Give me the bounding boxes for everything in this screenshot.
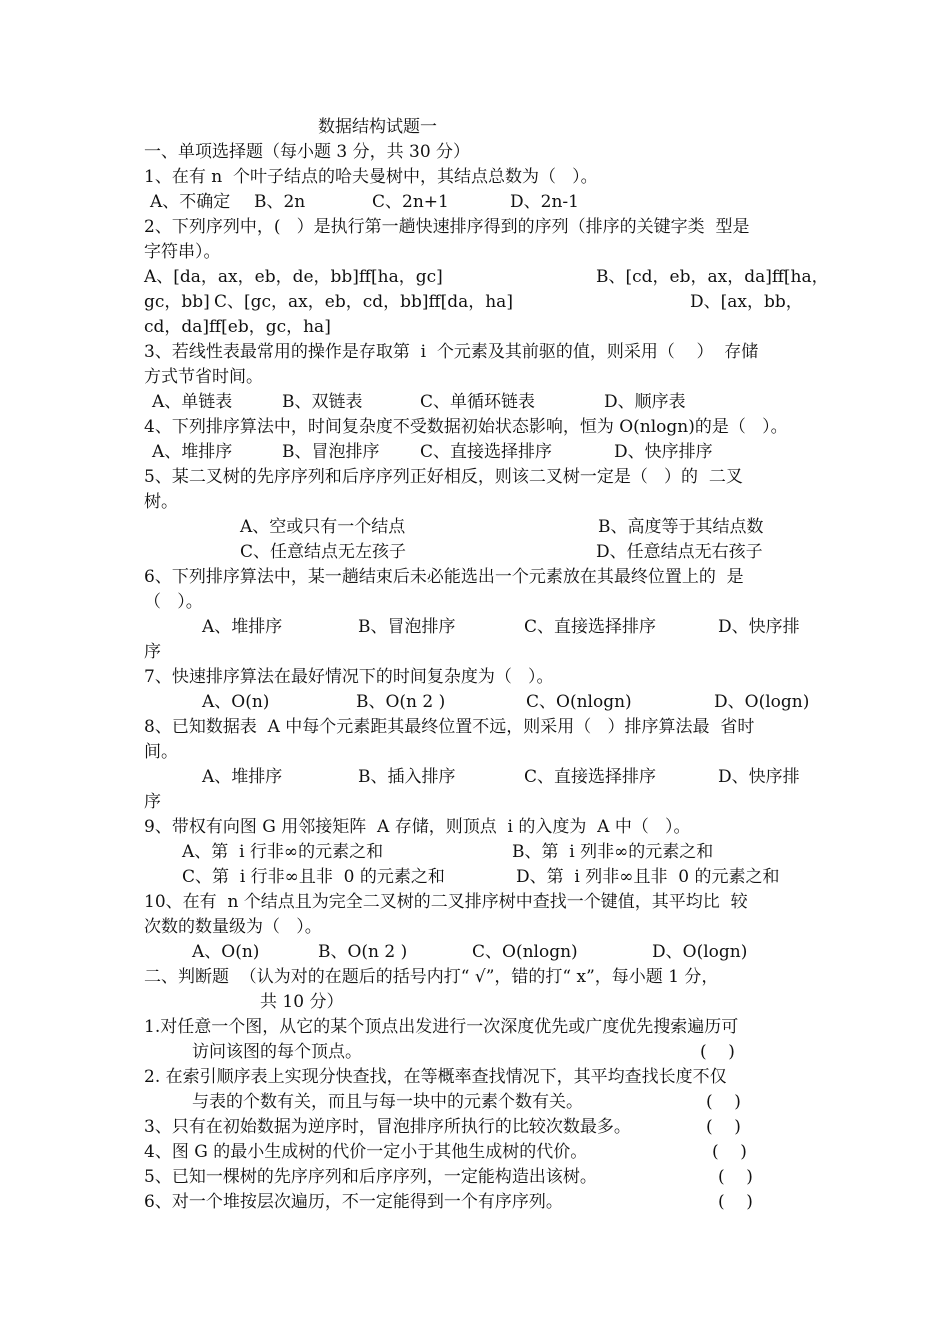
section-heading-continued: 共 10 分） xyxy=(260,992,344,1012)
question-stem: 7、快速排序算法在最好情况下的时间复杂度为（ ）。 xyxy=(144,667,554,687)
option-c: C、任意结点无左孩子 xyxy=(240,542,407,562)
section-heading: 二、判断题 （认为对的在题后的括号内打“ √”，错的打“ x”，每小题 1 分， xyxy=(144,967,719,987)
option-d: D、快序排 xyxy=(718,617,800,637)
judgment-item: 3、只有在初始数据为逆序时，冒泡排序所执行的比较次数最多。 xyxy=(144,1117,631,1137)
option-b: B、冒泡排序 xyxy=(358,617,456,637)
answer-parentheses[interactable]: ( ) xyxy=(700,1042,735,1062)
question-stem: 10、在有 n 个结点且为完全二叉树的二叉排序树中查找一个键值，其平均比 较 xyxy=(144,892,748,912)
option-a: A、[da，ax，eb，de，bb]ff[ha，gc] xyxy=(144,267,443,287)
judgment-item: 1.对任意一个图，从它的某个顶点出发进行一次深度优先或广度优先搜索遍历可 xyxy=(144,1017,739,1037)
question-stem-continued: 树。 xyxy=(144,492,178,512)
option-a: A、空或只有一个结点 xyxy=(240,517,406,537)
question-stem: 1、在有 n 个叶子结点的哈夫曼树中，其结点总数为（ ）。 xyxy=(144,167,598,187)
question-stem-continued: 字符串）。 xyxy=(144,242,221,262)
option-d: D、O(logn) xyxy=(652,942,748,962)
option-b: B、高度等于其结点数 xyxy=(598,517,764,537)
question-stem: 2、下列序列中，( ）是执行第一趟快速排序得到的序列（排序的关键字类 型是 xyxy=(144,217,750,237)
option-d-continued: 序 xyxy=(144,792,161,812)
option-a: A、O(n) xyxy=(192,942,260,962)
option-c: C、单循环链表 xyxy=(420,392,536,412)
option-b: B、[cd，eb，ax，da]ff[ha， xyxy=(596,267,829,287)
page-title: 数据结构试题一 xyxy=(318,117,437,137)
option-c: C、2n+1 xyxy=(372,192,449,212)
option-d-continued: 序 xyxy=(144,642,161,662)
option-a: A、O(n) xyxy=(202,692,270,712)
option-d: D、任意结点无右孩子 xyxy=(596,542,763,562)
judgment-item: 4、图 G 的最小生成树的代价一定小于其他生成树的代价。 xyxy=(144,1142,588,1162)
answer-parentheses[interactable]: ( ) xyxy=(718,1167,753,1187)
option-d: D、[ax，bb， xyxy=(690,292,803,312)
option-a: A、不确定 xyxy=(150,192,231,212)
option-c: C、O(nlogn) xyxy=(472,942,578,962)
answer-parentheses[interactable]: ( ) xyxy=(706,1092,741,1112)
question-stem: 4、下列排序算法中，时间复杂度不受数据初始状态影响，恒为 O(nlogn)的是（ ）。 xyxy=(144,417,788,437)
question-stem: 8、已知数据表 A 中每个元素距其最终位置不远，则采用（ ）排序算法最 省时 xyxy=(144,717,755,737)
option-c: C、O(nlogn) xyxy=(526,692,632,712)
option-d: D、第 i 列非∞且非 0 的元素之和 xyxy=(516,867,780,887)
question-stem: 9、带权有向图 G 用邻接矩阵 A 存储，则顶点 i 的入度为 A 中（ ）。 xyxy=(144,817,691,837)
option-d: D、快序排序 xyxy=(614,442,713,462)
answer-parentheses[interactable]: ( ) xyxy=(718,1192,753,1212)
option-d: D、2n-1 xyxy=(510,192,579,212)
option-c: C、直接选择排序 xyxy=(420,442,553,462)
question-stem-continued: （ ）。 xyxy=(144,592,203,612)
option-b: B、第 i 列非∞的元素之和 xyxy=(512,842,714,862)
option-c: C、第 i 行非∞且非 0 的元素之和 xyxy=(182,867,445,887)
judgment-item: 2. 在索引顺序表上实现分快查找，在等概率查找情况下，其平均查找长度不仅 xyxy=(144,1067,727,1087)
question-stem: 6、下列排序算法中，某一趟结束后未必能选出一个元素放在其最终位置上的 是 xyxy=(144,567,744,587)
option-b: B、O(n 2 ) xyxy=(318,942,408,962)
question-stem-continued: 间。 xyxy=(144,742,178,762)
option-b: B、冒泡排序 xyxy=(282,442,380,462)
option-d: D、O(logn) xyxy=(714,692,810,712)
option-c: C、直接选择排序 xyxy=(524,767,657,787)
option-b: B、O(n 2 ) xyxy=(356,692,446,712)
option-d: D、快序排 xyxy=(718,767,800,787)
answer-parentheses[interactable]: ( ) xyxy=(706,1117,741,1137)
option-b-continued: gc，bb] xyxy=(144,292,210,312)
option-d-continued: cd，da]ff[eb，gc，ha] xyxy=(144,317,331,337)
option-a: A、堆排序 xyxy=(202,767,283,787)
judgment-item: 5、已知一棵树的先序序列和后序序列，一定能构造出该树。 xyxy=(144,1167,597,1187)
question-stem-continued: 方式节省时间。 xyxy=(144,367,263,387)
question-stem: 5、某二叉树的先序序列和后序序列正好相反，则该二叉树一定是（ ）的 二叉 xyxy=(144,467,743,487)
answer-parentheses[interactable]: ( ) xyxy=(712,1142,747,1162)
option-b: B、插入排序 xyxy=(358,767,456,787)
option-a: A、单链表 xyxy=(152,392,233,412)
judgment-item: 6、对一个堆按层次遍历，不一定能得到一个有序序列。 xyxy=(144,1192,563,1212)
section-heading: 一、单项选择题（每小题 3 分，共 30 分） xyxy=(144,142,471,162)
option-c: C、直接选择排序 xyxy=(524,617,657,637)
option-a: A、堆排序 xyxy=(202,617,283,637)
option-a: A、第 i 行非∞的元素之和 xyxy=(182,842,384,862)
option-a: A、堆排序 xyxy=(152,442,233,462)
judgment-item-continued: 访问该图的每个顶点。 xyxy=(192,1042,362,1062)
option-b: B、2n xyxy=(254,192,306,212)
question-stem: 3、若线性表最常用的操作是存取第 i 个元素及其前驱的值，则采用（ ） 存储 xyxy=(144,342,759,362)
option-b: B、双链表 xyxy=(282,392,363,412)
option-d: D、顺序表 xyxy=(604,392,686,412)
option-c: C、[gc，ax，eb，cd，bb]ff[da，ha] xyxy=(214,292,513,312)
question-stem-continued: 次数的数量级为（ ）。 xyxy=(144,917,322,937)
judgment-item-continued: 与表的个数有关，而且与每一块中的元素个数有关。 xyxy=(192,1092,583,1112)
